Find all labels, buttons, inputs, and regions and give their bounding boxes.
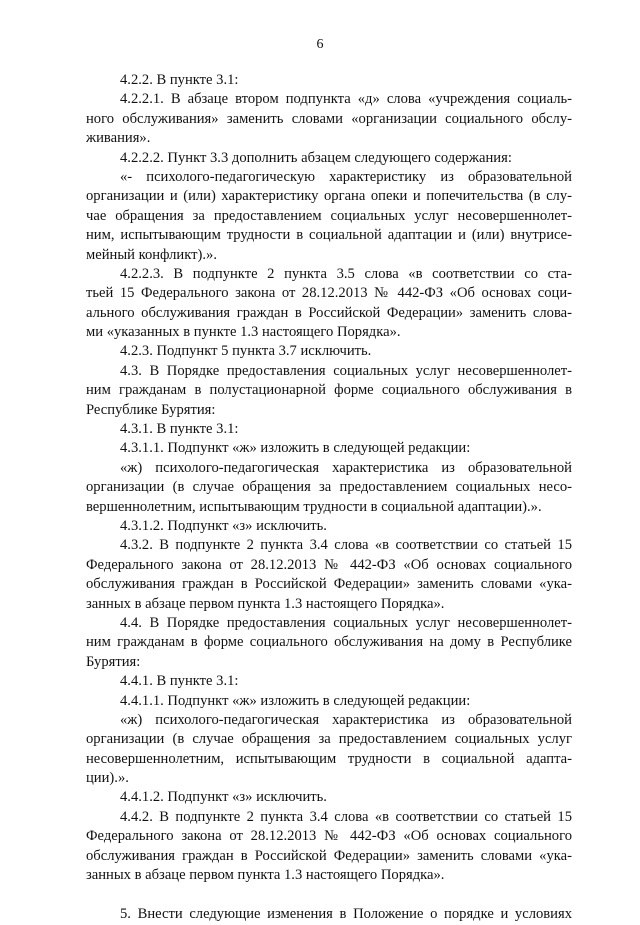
text-line: 4.3. В Порядке предоставления социальных услуг несовершеннолет-	[120, 362, 572, 379]
text-line: «ж) психолого-педагогическая характеристика из образовательной	[120, 711, 572, 728]
text-line: Бурятия:	[86, 653, 141, 670]
document-body	[86, 71, 572, 925]
text-line: 4.3.1. В пункте 3.1:	[120, 421, 239, 438]
text-line: ним гражданам в форме социального обслуживания на дому в Республике	[86, 634, 572, 651]
text-line: организации (в случае обращения за предоставлением социальных услуг	[86, 731, 572, 748]
text-line: ним гражданам в полустационарной форме социального обслуживания в	[86, 382, 572, 399]
text-line: чае обращения за предоставлением социальных услуг несовершеннолет-	[86, 207, 572, 224]
text-line: 4.4.1. В пункте 3.1:	[120, 673, 239, 690]
text-line: несовершеннолетним, испытывающим трудности в социальной адапта-	[86, 750, 572, 767]
text-line: ми «указанных в пункте 1.3 настоящего Порядка».	[86, 324, 401, 341]
text-line: 4.4.2. В подпункте 2 пункта 3.4 слова «в соответствии со статьей 15	[120, 808, 572, 825]
text-line: живания».	[86, 130, 151, 147]
text-line: занных в абзаце первом пункта 1.3 настоящего Порядка».	[86, 595, 445, 612]
text-line: 5. Внести следующие изменения в Положение о порядке и условиях	[120, 906, 572, 923]
text-line: Республике Бурятия:	[86, 401, 216, 418]
text-line: 4.2.2.1. В абзаце втором подпункта «д» слова «учреждения социаль-	[120, 91, 572, 108]
text-line: организации и (или) характеристику органа опеки и попечительства (в слу-	[86, 188, 572, 205]
text-line: 4.2.2.2. Пункт 3.3 дополнить абзацем следующего содержания:	[120, 149, 512, 166]
text-line: занных в абзаце первом пункта 1.3 настоящего Порядка».	[86, 867, 445, 884]
text-line: ции).».	[86, 770, 129, 787]
text-line: ного обслуживания» заменить словами «организации социального обслу-	[86, 110, 572, 127]
text-line: 4.2.2.3. В подпункте 2 пункта 3.5 слова «в соответствии со ста-	[120, 265, 572, 282]
text-line: 4.4.1.1. Подпункт «ж» изложить в следующей редакции:	[120, 692, 471, 709]
text-line: «- психолого-педагогическую характеристику из образовательной	[120, 168, 572, 185]
text-line: 4.3.1.1. Подпункт «ж» изложить в следующей редакции:	[120, 440, 471, 457]
text-line: 4.4.1.2. Подпункт «з» исключить.	[120, 789, 327, 806]
text-line: 4.3.2. В подпункте 2 пункта 3.4 слова «в соответствии со статьей 15	[120, 537, 572, 554]
text-line: ним, испытывающим трудности в социальной адаптации и (или) внутрисе-	[86, 227, 572, 244]
page-number: 6	[316, 37, 324, 52]
text-line: Федерального закона от 28.12.2013 № 442-ФЗ «Об основах социального	[86, 556, 572, 573]
text-line: вершеннолетним, испытывающим трудности в социальной адаптации).».	[86, 498, 542, 515]
paragraph-gap	[86, 885, 572, 905]
text-line: 4.3.1.2. Подпункт «з» исключить.	[120, 517, 327, 534]
text-line: обслуживания граждан в Российской Федерации» заменить словами «ука-	[86, 847, 572, 864]
text-line: обслуживания граждан в Российской Федерации» заменить словами «ука-	[86, 576, 572, 593]
text-line: 4.2.2. В пункте 3.1:	[120, 72, 239, 88]
text-line: организации (в случае обращения за предоставлением социальных несо-	[86, 479, 572, 496]
text-line: Федерального закона от 28.12.2013 № 442-ФЗ «Об основах социального	[86, 828, 572, 845]
text-line: тьей 15 Федерального закона от 28.12.2013 № 442-ФЗ «Об основах соци-	[86, 285, 572, 302]
text-line: мейный конфликт).».	[86, 246, 217, 263]
text-line: ального обслуживания граждан в Российской Федерации» заменить слова-	[86, 304, 572, 321]
text-line: «ж) психолого-педагогическая характеристика из образовательной	[120, 459, 572, 476]
text-line: 4.2.3. Подпункт 5 пункта 3.7 исключить.	[120, 343, 372, 360]
text-line: 4.4. В Порядке предоставления социальных услуг несовершеннолет-	[120, 614, 572, 631]
